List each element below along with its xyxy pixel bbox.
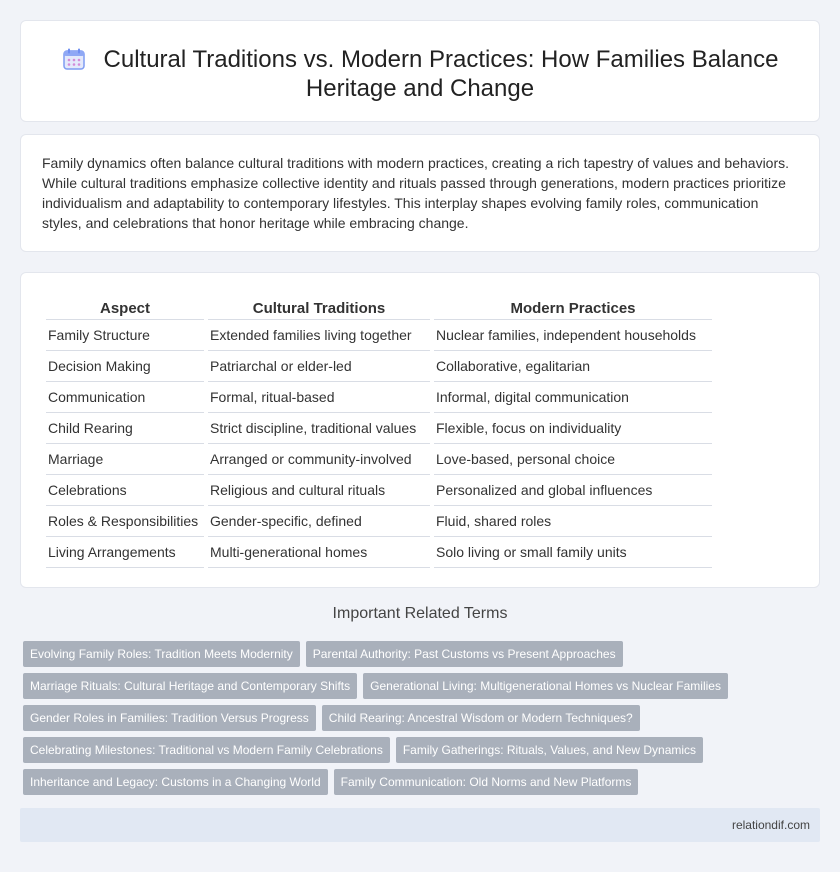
related-term-tag[interactable]: Generational Living: Multigenerational Homes vs Nuclear Families: [363, 673, 728, 699]
table-cell-modern: Love-based, personal choice: [434, 444, 712, 475]
table-cell-cultural: Gender-specific, defined: [208, 506, 430, 537]
table-row: [46, 351, 712, 382]
related-term-tag[interactable]: Evolving Family Roles: Tradition Meets Modernity: [23, 641, 300, 667]
related-term-tag[interactable]: Celebrating Milestones: Traditional vs Modern Family Celebrations: [23, 737, 390, 763]
table-cell-cultural: Multi-generational homes: [208, 537, 430, 568]
related-term-tag[interactable]: Inheritance and Legacy: Customs in a Changing World: [23, 769, 328, 795]
table-cell-cultural: Religious and cultural rituals: [208, 475, 430, 506]
intro-card: [20, 134, 820, 252]
table-cell-aspect: Child Rearing: [46, 413, 204, 444]
table-row: [46, 506, 712, 537]
related-term-tag[interactable]: Family Communication: Old Norms and New Platforms: [334, 769, 639, 795]
table-cell-modern: Flexible, focus on individuality: [434, 413, 712, 444]
intro-paragraph: Family dynamics often balance cultural traditions with modern practices, creating a rich tapestry of values and behaviors. While cultural traditions emphasize collective identity and rituals passed through generations, modern practices prioritize individualism and adaptability to contemporary lifestyles. This interplay shapes evolving family roles, communication styles, and celebrations that honor heritage while embracing change.: [42, 155, 790, 231]
table-header-row: [46, 295, 712, 320]
page-title-text: Cultural Traditions vs. Modern Practices: How Families Balance Heritage and Change: [103, 46, 779, 102]
related-term-tag[interactable]: Parental Authority: Past Customs vs Present Approaches: [306, 641, 623, 667]
related-term-tag[interactable]: Gender Roles in Families: Tradition Versus Progress: [23, 705, 316, 731]
table-cell-cultural: Arranged or community-involved: [208, 444, 430, 475]
related-terms-tags: [20, 633, 820, 801]
related-term-tag[interactable]: Child Rearing: Ancestral Wisdom or Modern Techniques?: [322, 705, 640, 731]
title-wrap: [61, 45, 779, 103]
table-cell-cultural: Extended families living together: [208, 320, 430, 351]
table-cell-cultural: Strict discipline, traditional values: [208, 413, 430, 444]
table-cell-modern: Informal, digital communication: [434, 382, 712, 413]
table-cell-modern: Fluid, shared roles: [434, 506, 712, 537]
table-row: [46, 320, 712, 351]
comparison-table-card: [20, 272, 820, 588]
tag-row: [23, 737, 820, 769]
table-row: [46, 444, 712, 475]
table-cell-aspect: Family Structure: [46, 320, 204, 351]
column-header-modern-practices: Modern Practices: [434, 295, 712, 320]
related-terms-title: Important Related Terms: [332, 605, 508, 622]
page-title: [61, 45, 779, 103]
table-row: [46, 537, 712, 568]
column-header-cultural-traditions: Cultural Traditions: [208, 295, 430, 320]
column-header-aspect: Aspect: [46, 295, 204, 320]
calendar-icon: [62, 47, 86, 71]
table-cell-aspect: Roles & Responsibilities: [46, 506, 204, 537]
table-cell-aspect: Celebrations: [46, 475, 204, 506]
comparison-table: [42, 295, 716, 568]
table-row: [46, 382, 712, 413]
related-term-tag[interactable]: Marriage Rituals: Cultural Heritage and Contemporary Shifts: [23, 673, 357, 699]
footer: [20, 808, 820, 842]
footer-site-link[interactable]: relationdif.com: [731, 818, 810, 832]
header-card: [20, 20, 820, 122]
table-cell-aspect: Communication: [46, 382, 204, 413]
table-cell-aspect: Marriage: [46, 444, 204, 475]
tag-row: [23, 641, 820, 673]
tag-row: [23, 769, 820, 801]
tag-row: [23, 673, 820, 705]
table-cell-cultural: Formal, ritual-based: [208, 382, 430, 413]
table-cell-modern: Personalized and global influences: [434, 475, 712, 506]
table-cell-modern: Solo living or small family units: [434, 537, 712, 568]
table-cell-aspect: Living Arrangements: [46, 537, 204, 568]
table-row: [46, 413, 712, 444]
related-terms-section: [20, 605, 820, 801]
table-cell-modern: Nuclear families, independent households: [434, 320, 712, 351]
related-term-tag[interactable]: Family Gatherings: Rituals, Values, and New Dynamics: [396, 737, 703, 763]
table-cell-aspect: Decision Making: [46, 351, 204, 382]
table-cell-modern: Collaborative, egalitarian: [434, 351, 712, 382]
tag-row: [23, 705, 820, 737]
table-row: [46, 475, 712, 506]
table-cell-cultural: Patriarchal or elder-led: [208, 351, 430, 382]
